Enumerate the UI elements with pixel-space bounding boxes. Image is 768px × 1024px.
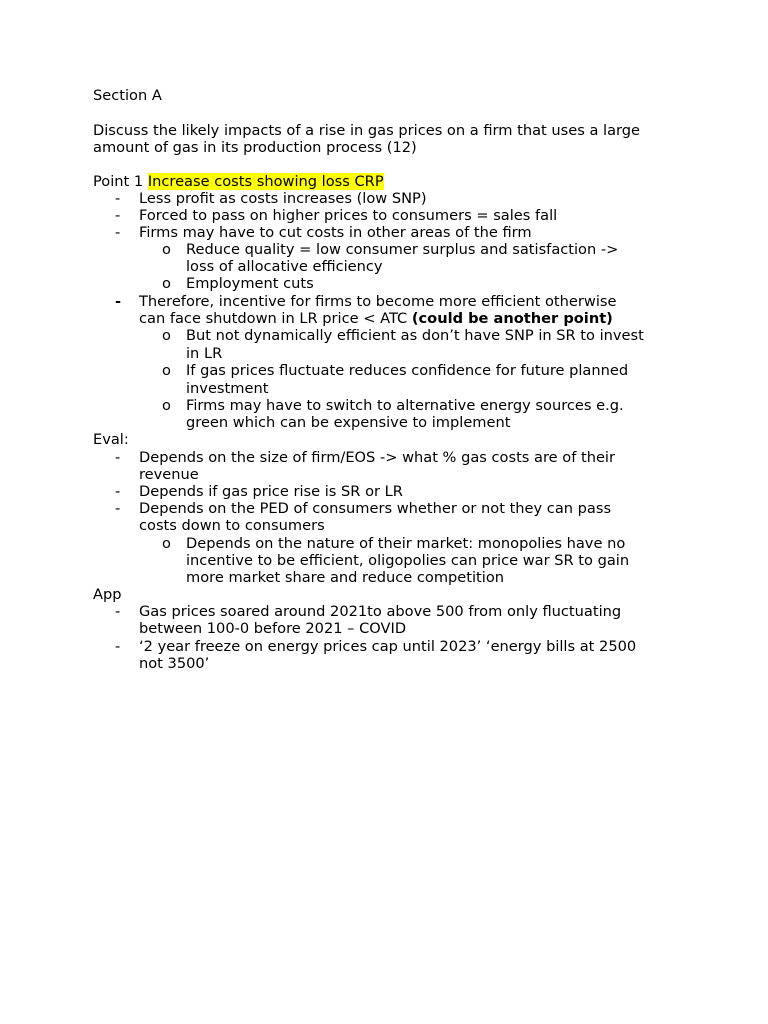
app-bullet-2-line-2: not 3500’ xyxy=(139,655,210,672)
app-bullet-1-line-1: Gas prices soared around 2021to above 500 from only fluctuating xyxy=(139,603,622,620)
point1-highlight: Increase costs showing loss CRP xyxy=(147,173,384,190)
bullet-marker-bold: - xyxy=(115,293,122,310)
bullet-marker: - xyxy=(115,224,121,241)
bullet-marker: - xyxy=(115,190,121,207)
bullet-marker: - xyxy=(115,603,121,620)
point1-bullet-1: Less profit as costs increases (low SNP) xyxy=(139,190,427,207)
point1-sub-1-line-1: Reduce quality = low consumer surplus and satisfaction -> xyxy=(186,241,619,258)
point1-bullet-2: Forced to pass on higher prices to consumers = sales fall xyxy=(139,207,558,224)
sub-bullet-marker: o xyxy=(162,362,171,379)
point1-bullet-3: Firms may have to cut costs in other areas of the firm xyxy=(139,224,532,241)
point1-b4-sub-3-line-2: green which can be expensive to implement xyxy=(186,414,511,431)
eval-sub-1-line-3: more market share and reduce competition xyxy=(186,569,505,586)
point1-b4-sub-1-line-1: But not dynamically efficient as don’t have SNP in SR to invest xyxy=(186,327,644,344)
sub-bullet-marker: o xyxy=(162,535,171,552)
point1-sub-1-line-2: loss of allocative efficiency xyxy=(186,258,383,275)
bullet-marker: - xyxy=(115,483,121,500)
app-bullet-2-line-1: ‘2 year freeze on energy prices cap until 2023’ ‘energy bills at 2500 xyxy=(139,638,637,655)
eval-bullet-3-line-1: Depends on the PED of consumers whether or not they can pass xyxy=(139,500,612,517)
sub-bullet-marker: o xyxy=(162,241,171,258)
point1-b4-sub-3-line-1: Firms may have to switch to alternative energy sources e.g. xyxy=(186,397,624,414)
sub-bullet-marker: o xyxy=(162,327,171,344)
bullet-marker: - xyxy=(115,207,121,224)
point1-b4-sub-2-line-1: If gas prices fluctuate reduces confidence for future planned xyxy=(186,362,629,379)
point1-bullet-4-bold: (could be another point) xyxy=(411,310,613,327)
sub-bullet-marker: o xyxy=(162,397,171,414)
point1-heading xyxy=(93,173,384,190)
point1-b4-sub-1-line-2: in LR xyxy=(186,345,223,362)
point1-bullet-4-line-2 xyxy=(139,310,613,327)
section-title: Section A xyxy=(93,87,162,104)
eval-sub-1-line-2: incentive to be efficient, oligopolies can price war SR to gain xyxy=(186,552,630,569)
eval-sub-1-line-1: Depends on the nature of their market: monopolies have no xyxy=(186,535,626,552)
eval-bullet-2: Depends if gas price rise is SR or LR xyxy=(139,483,403,500)
app-heading: App xyxy=(93,586,122,603)
question-line-2: amount of gas in its production process (12) xyxy=(93,139,417,156)
bullet-marker: - xyxy=(115,449,121,466)
question-line-1: Discuss the likely impacts of a rise in gas prices on a firm that uses a large xyxy=(93,122,641,139)
point1-bullet-4-text: can face shutdown in LR price < ATC xyxy=(139,310,412,327)
sub-bullet-marker: o xyxy=(162,275,171,292)
bullet-marker: - xyxy=(115,500,121,517)
point1-label: Point 1 xyxy=(93,173,148,190)
point1-sub-2: Employment cuts xyxy=(186,275,314,292)
bullet-marker: - xyxy=(115,638,121,655)
eval-bullet-1-line-1: Depends on the size of firm/EOS -> what % gas costs are of their xyxy=(139,449,615,466)
point1-bullet-4-line-1: Therefore, incentive for firms to become more efficient otherwise xyxy=(139,293,617,310)
point1-b4-sub-2-line-2: investment xyxy=(186,380,269,397)
app-bullet-1-line-2: between 100-0 before 2021 – COVID xyxy=(139,620,407,637)
eval-heading: Eval: xyxy=(93,431,129,448)
eval-bullet-1-line-2: revenue xyxy=(139,466,199,483)
eval-bullet-3-line-2: costs down to consumers xyxy=(139,517,325,534)
